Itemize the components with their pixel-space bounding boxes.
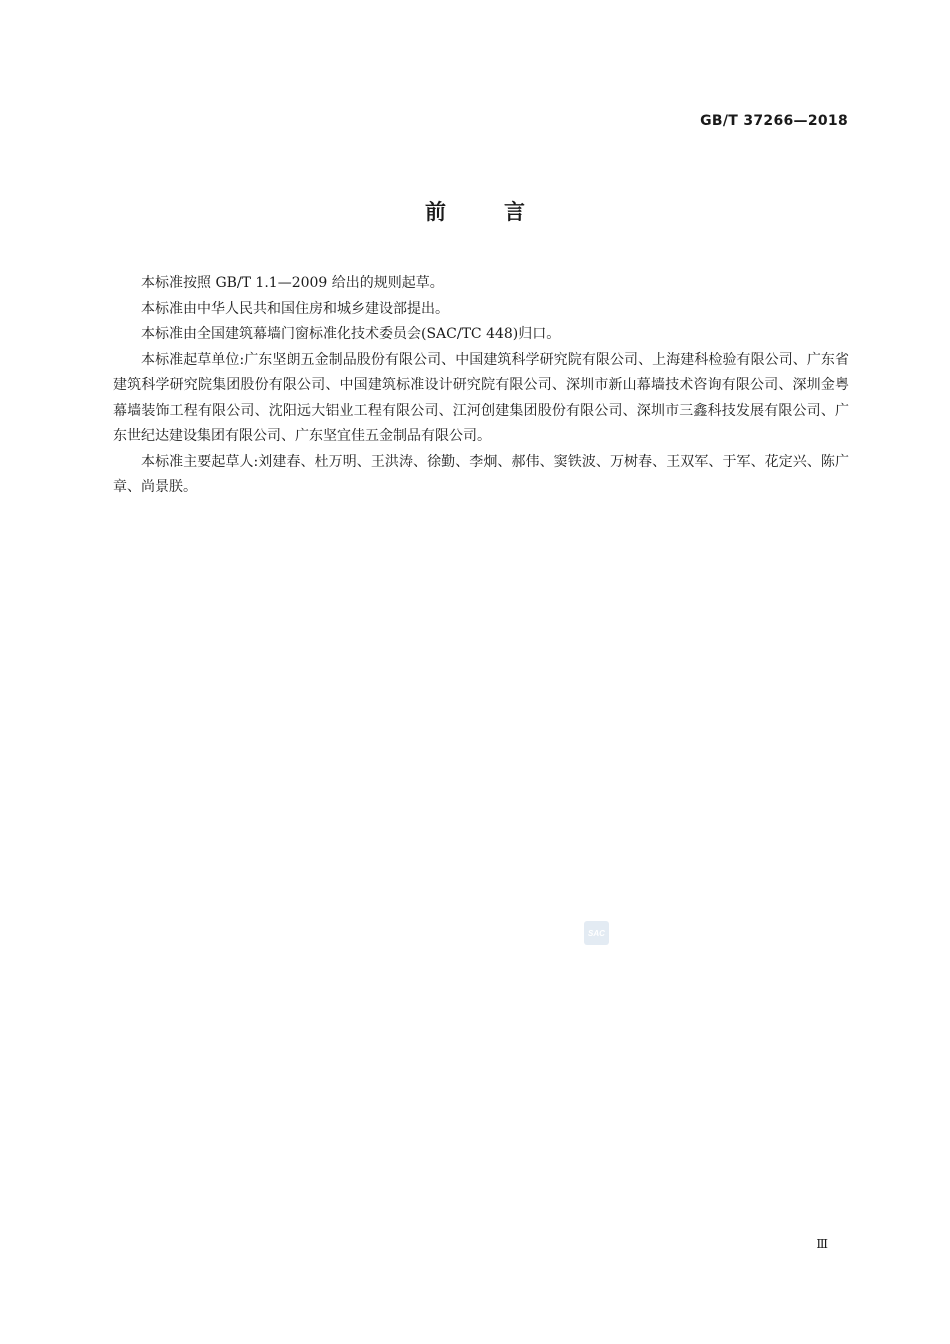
paragraph-proposer: 本标准由中华人民共和国住房和城乡建设部提出。 (141, 300, 449, 317)
paragraph-drafting-rules: 本标准按照 GB/T 1.1—2009 给出的规则起草。 (141, 275, 444, 291)
paragraph-administrator: 本标准由全国建筑幕墙门窗标准化技术委员会(SAC/TC 448)归口。 (141, 326, 561, 342)
page-title: 前言 (425, 200, 583, 224)
standard-code: GB/T 37266—2018 (700, 113, 848, 129)
paragraph-drafting-units: 本标准起草单位:广东坚朗五金制品股份有限公司、中国建筑科学研究院有限公司、上海建科检验有限公司、广东省建筑科学研究院集团股份有限公司、中国建筑标准设计研究院有限公司、深圳市新山幕墙技术咨询有限公司、深圳金粤幕墙装饰工程有限公司、沈阳远大铝业工程有限公司、江河创建集团股份有限公司、深圳市三鑫科技发展有限公司、广东世纪达建设集团有限公司、广东坚宜佳五金制品有限公司。 (113, 351, 849, 444)
sac-logo-icon (584, 921, 609, 945)
foreword-body (113, 271, 849, 501)
page-number: Ⅲ (816, 1237, 828, 1251)
sac-logo-text: SAC (588, 929, 605, 938)
paragraph-drafters: 本标准主要起草人:刘建春、杜万明、王洪涛、徐勤、李炯、郝伟、窦铁波、万树春、王双军、于军、花定兴、陈广章、尚景朕。 (113, 453, 849, 495)
sac-logo-graphic (584, 921, 609, 945)
